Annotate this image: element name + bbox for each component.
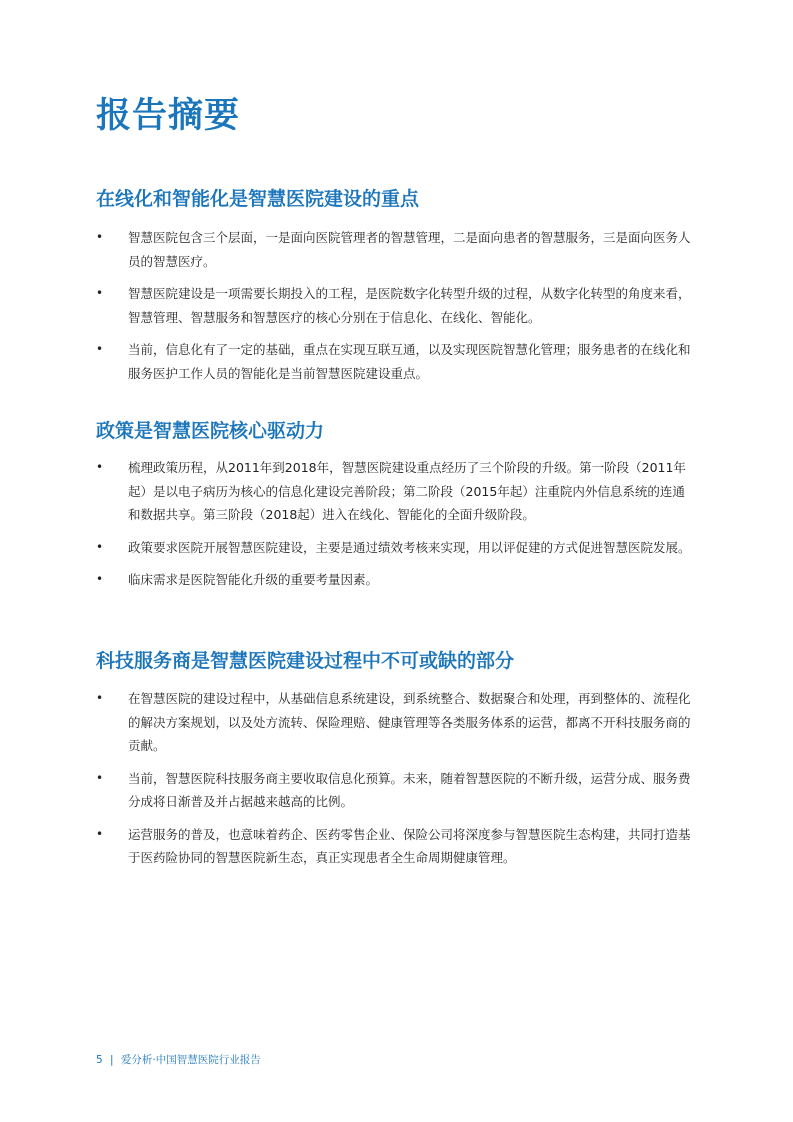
- footer-separator: |: [110, 1054, 114, 1066]
- bullet-icon: •: [96, 539, 104, 554]
- page-title: 报告摘要: [96, 96, 241, 136]
- section-heading: 科技服务商是智慧医院建设过程中不可或缺的部分: [96, 650, 515, 672]
- list-item: [96, 687, 696, 758]
- page-footer: [96, 1052, 261, 1068]
- bullet-icon: •: [96, 342, 104, 356]
- bullet-icon: •: [96, 826, 104, 841]
- list-item: [96, 338, 696, 385]
- bullet-icon: •: [96, 230, 104, 244]
- summary-section-online-intelligent: [96, 186, 696, 385]
- bullet-list: [96, 226, 696, 385]
- list-item: [96, 226, 696, 273]
- report-name: 爱分析·中国智慧医院行业报告: [120, 1054, 261, 1066]
- summary-section-policy: [96, 418, 696, 592]
- section-heading: 在线化和智能化是智慧医院建设的重点: [96, 188, 420, 210]
- bullet-icon: •: [96, 286, 104, 300]
- bullet-icon: •: [96, 572, 104, 586]
- list-item-text: 政策要求医院开展智慧医院建设，主要是通过绩效考核来实现，用以评促建的方式促进智慧医院发展。: [128, 539, 691, 555]
- section-heading: 政策是智慧医院核心驱动力: [96, 420, 325, 442]
- bullet-icon: •: [96, 770, 104, 785]
- list-item: [96, 823, 696, 870]
- list-item: [96, 568, 696, 592]
- list-item-text: 当前，智慧医院科技服务商主要收取信息化预算。未来，随着智慧医院的不断升级，运营分成、服务费分成将日渐普及并占据越来越高的比例。: [128, 770, 691, 809]
- list-item-text: 在智慧医院的建设过程中，从基础信息系统建设，到系统整合、数据聚合和处理，再到整体的、流程化的解决方案规划，以及处方流转、保险理赔、健康管理等各类服务体系的运营，都离不开科技服务商的贡献。: [128, 691, 691, 753]
- list-item: [96, 536, 696, 560]
- list-item: [96, 767, 696, 814]
- bullet-icon: •: [96, 460, 104, 474]
- page-number: 5: [96, 1054, 103, 1066]
- summary-section-tech-providers: [96, 648, 696, 870]
- list-item-text: 智慧医院包含三个层面，一是面向医院管理者的智慧管理，二是面向患者的智慧服务，三是面向医务人员的智慧医疗。: [128, 230, 691, 269]
- list-item-text: 当前，信息化有了一定的基础，重点在实现互联互通，以及实现医院智慧化管理；服务患者的在线化和服务医护工作人员的智能化是当前智慧医院建设重点。: [128, 342, 691, 381]
- list-item-text: 梳理政策历程，从2011年到2018年，智慧医院建设重点经历了三个阶段的升级。第一阶段（2011年起）是以电子病历为核心的信息化建设完善阶段；第二阶段（2015年起）注重院内外信息系统的连通和数据共享。第三阶段（2018起）进入在线化、智能化的全面升级阶段。: [128, 460, 686, 522]
- bullet-icon: •: [96, 691, 104, 705]
- list-item-text: 智慧医院建设是一项需要长期投入的工程，是医院数字化转型升级的过程，从数字化转型的角度来看，智慧管理、智慧服务和智慧医疗的核心分别在于信息化、在线化、智能化。: [128, 286, 691, 325]
- list-item: [96, 456, 696, 527]
- bullet-list: [96, 456, 696, 592]
- list-item-text: 临床需求是医院智能化升级的重要考量因素。: [128, 572, 379, 587]
- list-item: [96, 282, 696, 329]
- list-item-text: 运营服务的普及，也意味着药企、医药零售企业、保险公司将深度参与智慧医院生态构建，共同打造基于医药险协同的智慧医院新生态，真正实现患者全生命周期健康管理。: [128, 826, 691, 865]
- bullet-list: [96, 687, 696, 870]
